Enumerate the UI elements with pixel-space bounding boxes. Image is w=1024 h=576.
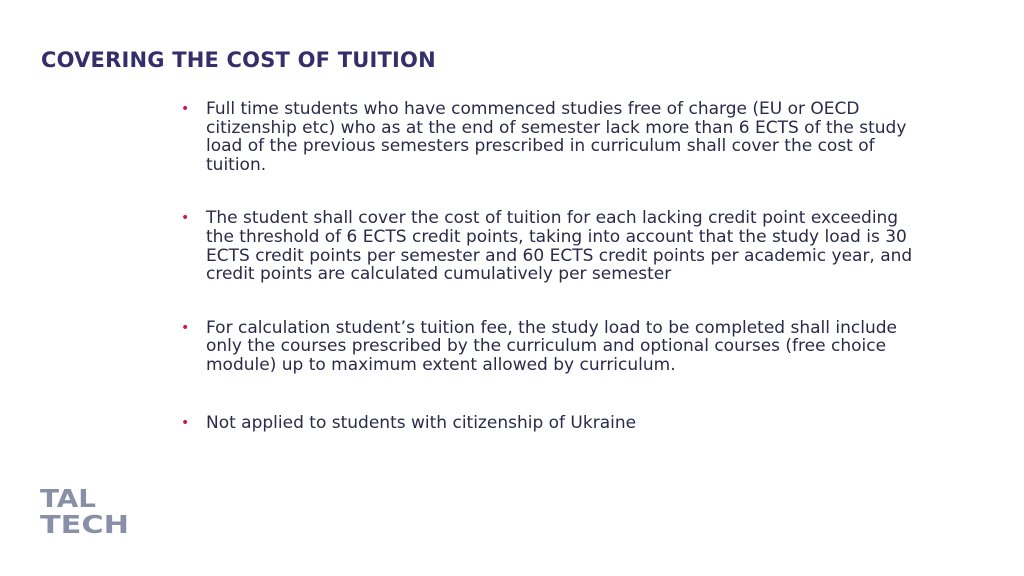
bullet-item	[181, 100, 921, 174]
logo-line-1: TAL	[40, 484, 97, 513]
slide-title: COVERING THE COST OF TUITION	[41, 48, 436, 72]
bullet-dot-icon: •	[181, 101, 190, 117]
bullet-dot-icon: •	[181, 414, 190, 431]
bullet-item	[181, 209, 921, 283]
bullet-text: The student shall cover the cost of tuition for each lacking credit point exceeding the threshold of 6 ECTS credit points, taking into account that the study load is 30 ECTS credit points per semester and 60 ECTS credit points per academic year, and credit points are calculated cumulatively per semester	[206, 208, 913, 285]
bullet-list	[181, 100, 921, 432]
taltech-logo	[40, 484, 132, 536]
logo-line-2: TECH	[40, 510, 129, 536]
bullet-text: For calculation student’s tuition fee, the study load to be completed shall include only the courses prescribed by the curriculum and optional courses (free choice module) up to maximum extent allowed by curriculum.	[206, 317, 897, 375]
bullet-item	[181, 414, 921, 433]
bullet-dot-icon: •	[181, 210, 190, 227]
bullet-item	[181, 319, 921, 375]
bullet-text: Not applied to students with citizenship of Ukraine	[206, 412, 637, 433]
bullet-dot-icon: •	[181, 319, 190, 336]
bullet-text: Full time students who have commenced studies free of charge (EU or OECD citizenship etc) who as at the end of semester lack more than 6 ECTS of the study load of the previous semesters prescribed in curriculum shall cover the cost of tuition.	[206, 99, 907, 175]
